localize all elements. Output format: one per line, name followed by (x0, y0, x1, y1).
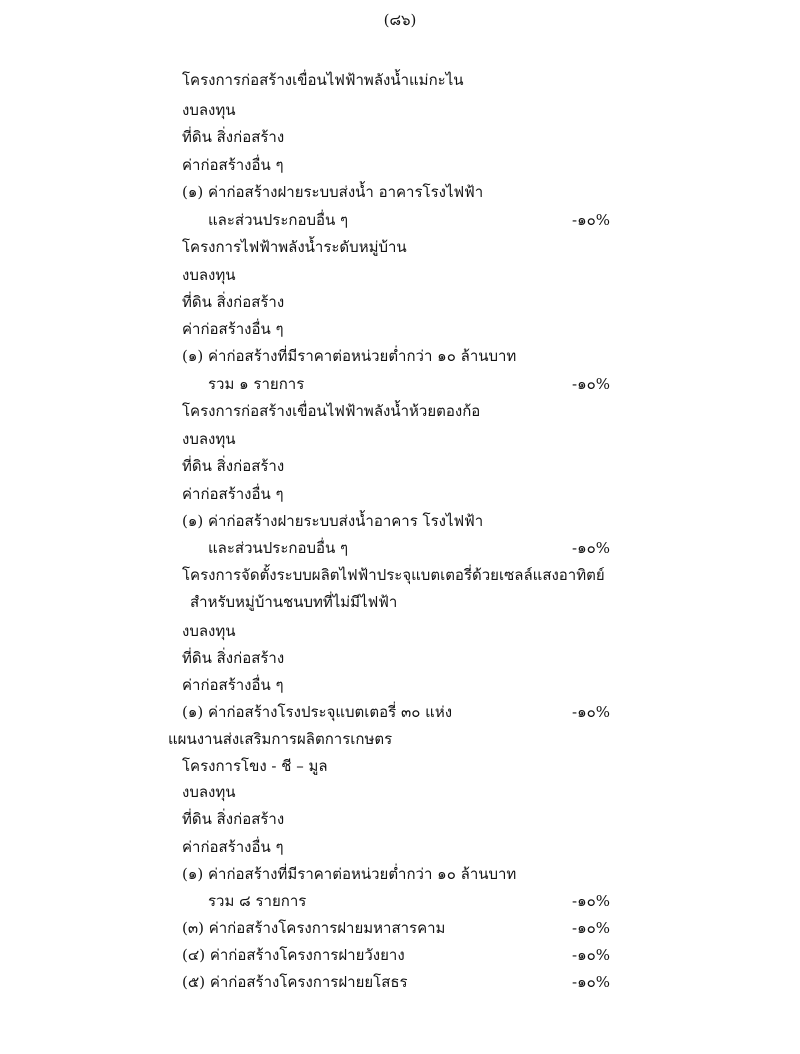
text-line: (๑) ค่าก่อสร้างฝายระบบส่งน้ำอาคาร โรงไฟฟ้า (182, 512, 484, 530)
text-line: ค่าก่อสร้างอื่น ๆ (182, 320, 284, 338)
percent-value: -๑๐% (572, 946, 610, 964)
text-line: ค่าก่อสร้างอื่น ๆ (182, 485, 284, 503)
text-line: (๑) ค่าก่อสร้างฝายระบบส่งน้ำ อาคารโรงไฟฟ้า (182, 183, 484, 201)
text-line: ค่าก่อสร้างอื่น ๆ (182, 156, 284, 174)
text-line: รวม ๑ รายการ (208, 375, 305, 393)
text-line: สำหรับหมู่บ้านชนบทที่ไม่มีไฟฟ้า (190, 593, 398, 611)
text-line: โครงการก่อสร้างเขื่อนไฟฟ้าพลังน้ำห้วยตองก้อ (182, 402, 481, 420)
text-line: งบลงทุน (182, 266, 236, 284)
text-line: และส่วนประกอบอื่น ๆ (208, 539, 349, 557)
text-line: โครงการก่อสร้างเขื่อนไฟฟ้าพลังน้ำแม่กะไน (182, 71, 464, 89)
text-line: ค่าก่อสร้างอื่น ๆ (182, 838, 284, 856)
text-line: โครงการไฟฟ้าพลังน้ำระดับหมู่บ้าน (182, 238, 407, 256)
text-line: ค่าก่อสร้างอื่น ๆ (182, 676, 284, 694)
text-line: โครงการโขง - ชี – มูล (182, 757, 328, 775)
text-line: รวม ๘ รายการ (208, 892, 307, 910)
page-number: (๘๖) (383, 11, 417, 29)
percent-value: -๑๐% (572, 539, 610, 557)
text-line: (๑) ค่าก่อสร้างที่มีราคาต่อหน่วยต่ำกว่า ๑๐ ล้านบาท (182, 865, 517, 883)
percent-value: -๑๐% (572, 892, 610, 910)
percent-value: -๑๐% (572, 375, 610, 393)
text-line: ที่ดิน สิ่งก่อสร้าง (182, 810, 285, 828)
text-line: งบลงทุน (182, 101, 236, 119)
text-line: โครงการจัดตั้งระบบผลิตไฟฟ้าประจุแบตเตอรี่ด้วยเซลล์แสงอาทิตย์ (182, 566, 605, 584)
text-line: แผนงานส่งเสริมการผลิตการเกษตร (168, 730, 393, 748)
text-line: (๑) ค่าก่อสร้างโรงประจุแบตเตอรี่ ๓๐ แห่ง (182, 703, 453, 721)
percent-value: -๑๐% (572, 703, 610, 721)
text-line: งบลงทุน (182, 430, 236, 448)
text-line: ที่ดิน สิ่งก่อสร้าง (182, 649, 285, 667)
text-line: ที่ดิน สิ่งก่อสร้าง (182, 457, 285, 475)
text-line: (๕) ค่าก่อสร้างโครงการฝายยโสธร (182, 973, 408, 991)
text-line: งบลงทุน (182, 622, 236, 640)
text-line: (๓) ค่าก่อสร้างโครงการฝายมหาสารคาม (182, 919, 446, 937)
text-line: งบลงทุน (182, 783, 236, 801)
percent-value: -๑๐% (572, 973, 610, 991)
text-line: และส่วนประกอบอื่น ๆ (208, 211, 349, 229)
percent-value: -๑๐% (572, 211, 610, 229)
text-line: ที่ดิน สิ่งก่อสร้าง (182, 293, 285, 311)
text-line: (๑) ค่าก่อสร้างที่มีราคาต่อหน่วยต่ำกว่า ๑๐ ล้านบาท (182, 347, 517, 365)
percent-value: -๑๐% (572, 919, 610, 937)
text-line: ที่ดิน สิ่งก่อสร้าง (182, 128, 285, 146)
text-line: (๔) ค่าก่อสร้างโครงการฝายวังยาง (182, 946, 405, 964)
